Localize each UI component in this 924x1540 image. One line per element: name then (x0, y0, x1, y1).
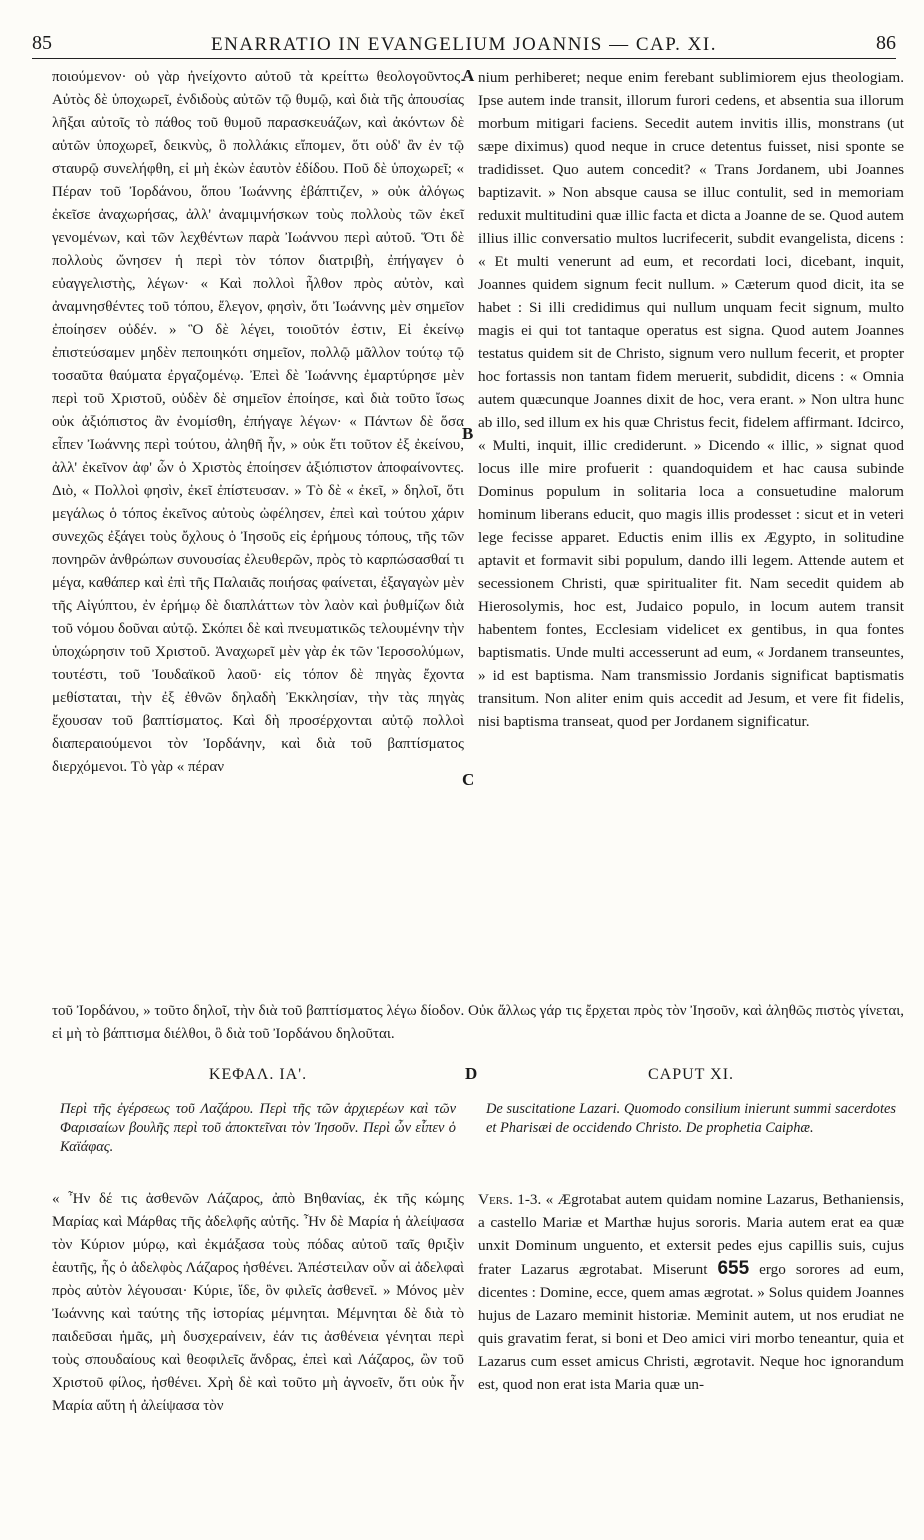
chapter-title-latin: CAPUT XI. (647, 1066, 735, 1083)
greek-column-top (52, 66, 464, 779)
section-marker-c: C (462, 770, 475, 789)
latin-chapter-text (478, 1188, 904, 1396)
page-number-left: 85 (32, 32, 52, 54)
column-number: 655 (717, 1258, 750, 1279)
latin-column-chapter (478, 1188, 904, 1396)
greek-column-chapter (52, 1188, 464, 1418)
running-head (32, 32, 896, 59)
chapter-summary-latin: De suscitatione Lazari. Quomodo consilium inierunt summi sacerdotes et Pharisæi de occidendo Christo. De prophetia Caiphæ. (486, 1101, 896, 1136)
verse-reference: Vers. 1-3. (478, 1191, 542, 1208)
greek-continuation-full-width: τοῦ Ἰορδάνου, » τοῦτο δηλοῖ, τὴν διὰ τοῦ βαπτίσματος λέγω δίοδον. Οὐκ ἄλλως γάρ τις ἔρχεται πρὸς τὸν Ἰησοῦν, καὶ ἀληθῶς πιστὸς γίνεται, εἰ μὴ τὸ βάπτισμα διέλθοι, ὃ διὰ τοῦ Ἰορδάνου δηλοῦται. (52, 1003, 904, 1042)
section-marker-d: D (465, 1064, 478, 1083)
greek-paragraph: ποιούμενον· οὐ γὰρ ἠνείχοντο αὐτοῦ τὰ κρείττω θεολογοῦντος. Αὐτὸς δὲ ὑποχωρεῖ, ἐνδιδοὺς αὐτῶν τῷ θυμῷ, καὶ διὰ τῆς ἀπουσίας λῆξαι αὐτοῖς τὸ πάθος τοῦ θυμοῦ παρασκευάζων, καὶ ἀκόντων δὲ αὐτῶν ὑποχωρεῖ, δεικνὺς, ὃ πολλάκις εἴπομεν, ὅτι οὐδ' ἂν ἐν τῷ σταυρῷ συνελήφθη, εἰ μὴ ἑκὼν ἑαυτὸν ἐδίδου. Ποῦ δὲ ὑποχωρεῖ; « Πέραν τοῦ Ἰορδάνου, ὅπου Ἰωάννης ἐβάπτιζεν, » οὐκ ἀλόγως ἐκεῖσε ἀναχωρήσας, ἀλλ' ἀναμιμνήσκων τοὺς πολλοὺς τῶν ἐκεῖ γενομένων, καὶ τῶν λεχθέντων παρὰ Ἰωάννου περὶ αὐτοῦ. Ὅτι δὲ πολλοὺς ὤνησεν ἡ περὶ τὸν τόπον διατριβὴ, ἐπήγαγεν ὁ εὐαγγελιστὴς, λέγων· « Καὶ πολλοὶ ἦλθον πρὸς αὐτὸν, καὶ ἀναμνησθέντες τοῦ τόπου, ἔλεγον, φησὶν, ὅτι Ἰωάννης μὲν σημεῖον ἐποίησεν οὐδέν. » Ὃ δὲ λέγει, τοιοῦτόν ἐστιν, Εἰ ἐκείνῳ ἐπιστεύσαμεν μηδὲν πεποιηκότι σημεῖον, πολλῷ μᾶλλον τούτῳ τῷ τοσαῦτα θαύματα ἐργαζομένῳ. Ἐπεὶ δὲ Ἰωάννης ἐμαρτύρησε μὲν περὶ τοῦ Χριστοῦ, οὐδὲν δὲ σημεῖον ἐποίησε, καὶ διὰ τοῦτο ἴσως οὐκ ἀξιόπιστος ἂν ἐνομίσθη, ἐπήγαγε λέγων· « Πάντων δὲ ὅσα εἶπεν Ἰωάννης περὶ τούτου, ἀληθῆ ἦν, » οὐκ ἔτι τοῦτον ἐξ ἐκείνου, ἀλλ' ἐκεῖνον ἀφ' ὧν ὁ Χριστὸς ἐποίησεν ἀξιόπιστον ἀποφαίνοντες. Διὸ, « Πολλοὶ φησὶν, ἐκεῖ ἐπίστευσαν. » Τὸ δὲ « ἐκεῖ, » δηλοῖ, ὅτι μεγάλως ὁ τόπος ἐκεῖνος αὐτοὺς ὠφέλησεν, ἐπεὶ καὶ τούτου χάριν συνεχῶς ἐξάγει τοὺς ὄχλους ὁ Ἰησοῦς εἰς ἐρήμους τόπους, τῆς τῶν πονηρῶν ἀνθρώπων συνουσίας ἐλευθερῶν, πρὸς τὸ καρπώσασθαί τι μέγα, καθάπερ καὶ ἐπὶ τῆς Παλαιᾶς ποιήσας φαίνεται, ἐξαγαγὼν μὲν τῆς Αἰγύπτου, ἐν ἐρήμῳ δὲ διαπλάττων τὸν λαὸν καὶ ῥυθμίζων διὰ τοῦ νόμου δοῦναι αὐτῷ. Σκόπει δὲ καὶ πνευματικῶς τελουμένην τὴν ὑποχώρησιν τοῦ Χριστοῦ. Ἀναχωρεῖ μὲν γὰρ ἐκ τῶν Ἱεροσολύμων, τουτέστι, τοῦ Ἰουδαϊκοῦ λαοῦ· εἰς τόπον δὲ πηγὰς ἔχοντα μεθίσταται, τὴν ἐξ ἐθνῶν δηλαδὴ Ἐκκλησίαν, τὴν τὰς πηγὰς ἔχουσαν τοῦ βαπτίσματος. Καὶ δὴ προσέρχονται αὐτῷ πολλοὶ διαπεραιούμενοι τὸν Ἰορδάνην, καὶ διὰ τοῦ βαπτίσματος διερχόμενοι. Τὸ γὰρ « πέραν (52, 69, 464, 775)
latin-chapter-text-part2: ergo sorores ad eum, dicentes : Domine, ecce, quem amas ægrotat. » Solus quidem Joannes hujus de Lazaro meminit historiæ. Meminit autem, ut nos erudiat ne quis gravatim ferat, si boni et Deo amici viri morbo teneantur, quia et Lazarus cum esset amicus Christi, ægrotavit. Neque hoc ignorandum est, quod non erat ista Maria quæ un- (478, 1261, 904, 1393)
chapter-summary-greek: Περὶ τῆς ἐγέρσεως τοῦ Λαζάρου. Περὶ τῆς τῶν ἀρχιερέων καὶ τῶν Φαρισαίων βουλῆς περὶ τοῦ ἀποκτεῖναι τὸν Ἰησοῦν. Περὶ ὧν εἶπεν ὁ Καϊάφας. (60, 1101, 456, 1155)
chapter-title-greek: ΚΕΦΑΛ. ΙΑ'. (208, 1066, 308, 1083)
section-marker-a: A (462, 66, 475, 85)
latin-chapter-text-part1: « Ægrotabat autem quidam nomine Lazarus, Bethaniensis, a castello Mariæ et Marthæ hujus sororis. Maria autem erat ea quæ unxit Dominum unguento, et extersit pedes ejus capillis suis, cujus frater Lazarus ægrotabat. Miserunt (478, 1191, 905, 1278)
latin-column-top (478, 66, 904, 733)
section-marker-b: B (462, 424, 474, 443)
page-number-right: 86 (876, 32, 896, 54)
latin-paragraph: nium perhiberet; neque enim ferebant sublimiorem ejus theologiam. Ipse autem inde transit, illorum furori cedens, et absentia sua illorum morbum mitigari faciens. Secedit autem invitis illis, monstrans (ut sæpe diximus) quod neque in cruce detentus fuisset, nisi sponte se tradidisset. Quo autem concedit? « Trans Jordanem, ubi Joannes baptizavit. » Non absque causa se illuc contulit, sed in memoriam reduxit multitudini quæ illic facta et dicta a Joanne de se. Quod autem illius illic conversatio multos lucrifecerit, subdit evangelista, dicens : « Et multi venerunt ad eum, et recordati loci, dicebant, inquit, Joannes quidem signum fecit nullum. » Cæterum quod dicit, ita se habet : Si illi credidimus qui nullum unquam fecit signum, multo magis ei qui tot tantaque operatus est signa. Quod autem Joannes testatus quidem sit de Christo, signum vero nullum fecerit, et propter hoc fortassis non tantam fidem meruerit, subdidit, dicens : « Omnia autem quæcunque Joannes dixit de hoc, vera erant. » Non ultra hunc ab illo, sed illum ex his quæ Christus fecit, fidelem affirmant. Idcirco, « Multi, inquit, illic crediderunt. » Dicendo « illic, » signat quod locus ille mire profuerit : quandoquidem et hac causa subinde Dominus populum in solitaria loca a consuetudine malorum hominum liberans educit, quo magis illis prodesset : sicut et in veteri lege fecisse apparet. Eductis enim illis ex Ægypto, in solitudine aptavit et formavit sibi populum, dando illi legem. Attende autem et secessionem Christi, quæ spiritualiter fit. Nam secedit quidem ab Hierosolymis, hoc est, Judaico populo, in locum autem transit habentem fontes, Ecclesiam videlicet ex gentibus, in qua fontes baptismatis. Unde multi accesserunt ad eum, « Jordanem transeuntes, » id est baptisma. Nam transmissio Jordanis significat baptismatis transitum. Non aliter enim quis accedit ad Jesum, et vere fit fidelis, nisi baptisma transeat, quod per Jordanem significatur. (478, 69, 904, 730)
running-title: ENARRATIO IN EVANGELIUM JOANNIS — CAP. XI. (211, 34, 717, 55)
greek-chapter-text: « Ἦν δέ τις ἀσθενῶν Λάζαρος, ἀπὸ Βηθανίας, ἐκ τῆς κώμης Μαρίας καὶ Μάρθας τῆς ἀδελφῆς αὐτῆς. Ἦν δὲ Μαρία ἡ ἀλείψασα τὸν Κύριον μύρῳ, καὶ ἐκμάξασα τοὺς πόδας αὐτοῦ ταῖς θριξὶν ἑαυτῆς, ἧς ὁ ἀδελφὸς Λάζαρος ἠσθένει. Ἀπέστειλαν οὖν αἱ ἀδελφαὶ πρὸς αὐτὸν λέγουσαι· Κύριε, ἴδε, ὃν φιλεῖς ἀσθενεῖ. » Μόνος μὲν Ἰωάννης καὶ ταύτης τῆς ἱστορίας μέμνηται. Μέμνηται δὲ διὰ τὸ παιδεῦσαι ἡμᾶς, μὴ δυσχεραίνειν, ἐάν τις ἀσθένεια γένηται περὶ τοὺς σπουδαίους καὶ θεοφιλεῖς ἄνδρας, ἐπεὶ καὶ Λάζαρος, ὢν τοῦ Χριστοῦ φίλος, ἠσθένει. Χρὴ δὲ καὶ τοῦτο μὴ ἀγνοεῖν, ὅτι οὐκ ἦν Μαρία αὕτη ἡ ἀλείψασα τὸν (52, 1191, 464, 1414)
